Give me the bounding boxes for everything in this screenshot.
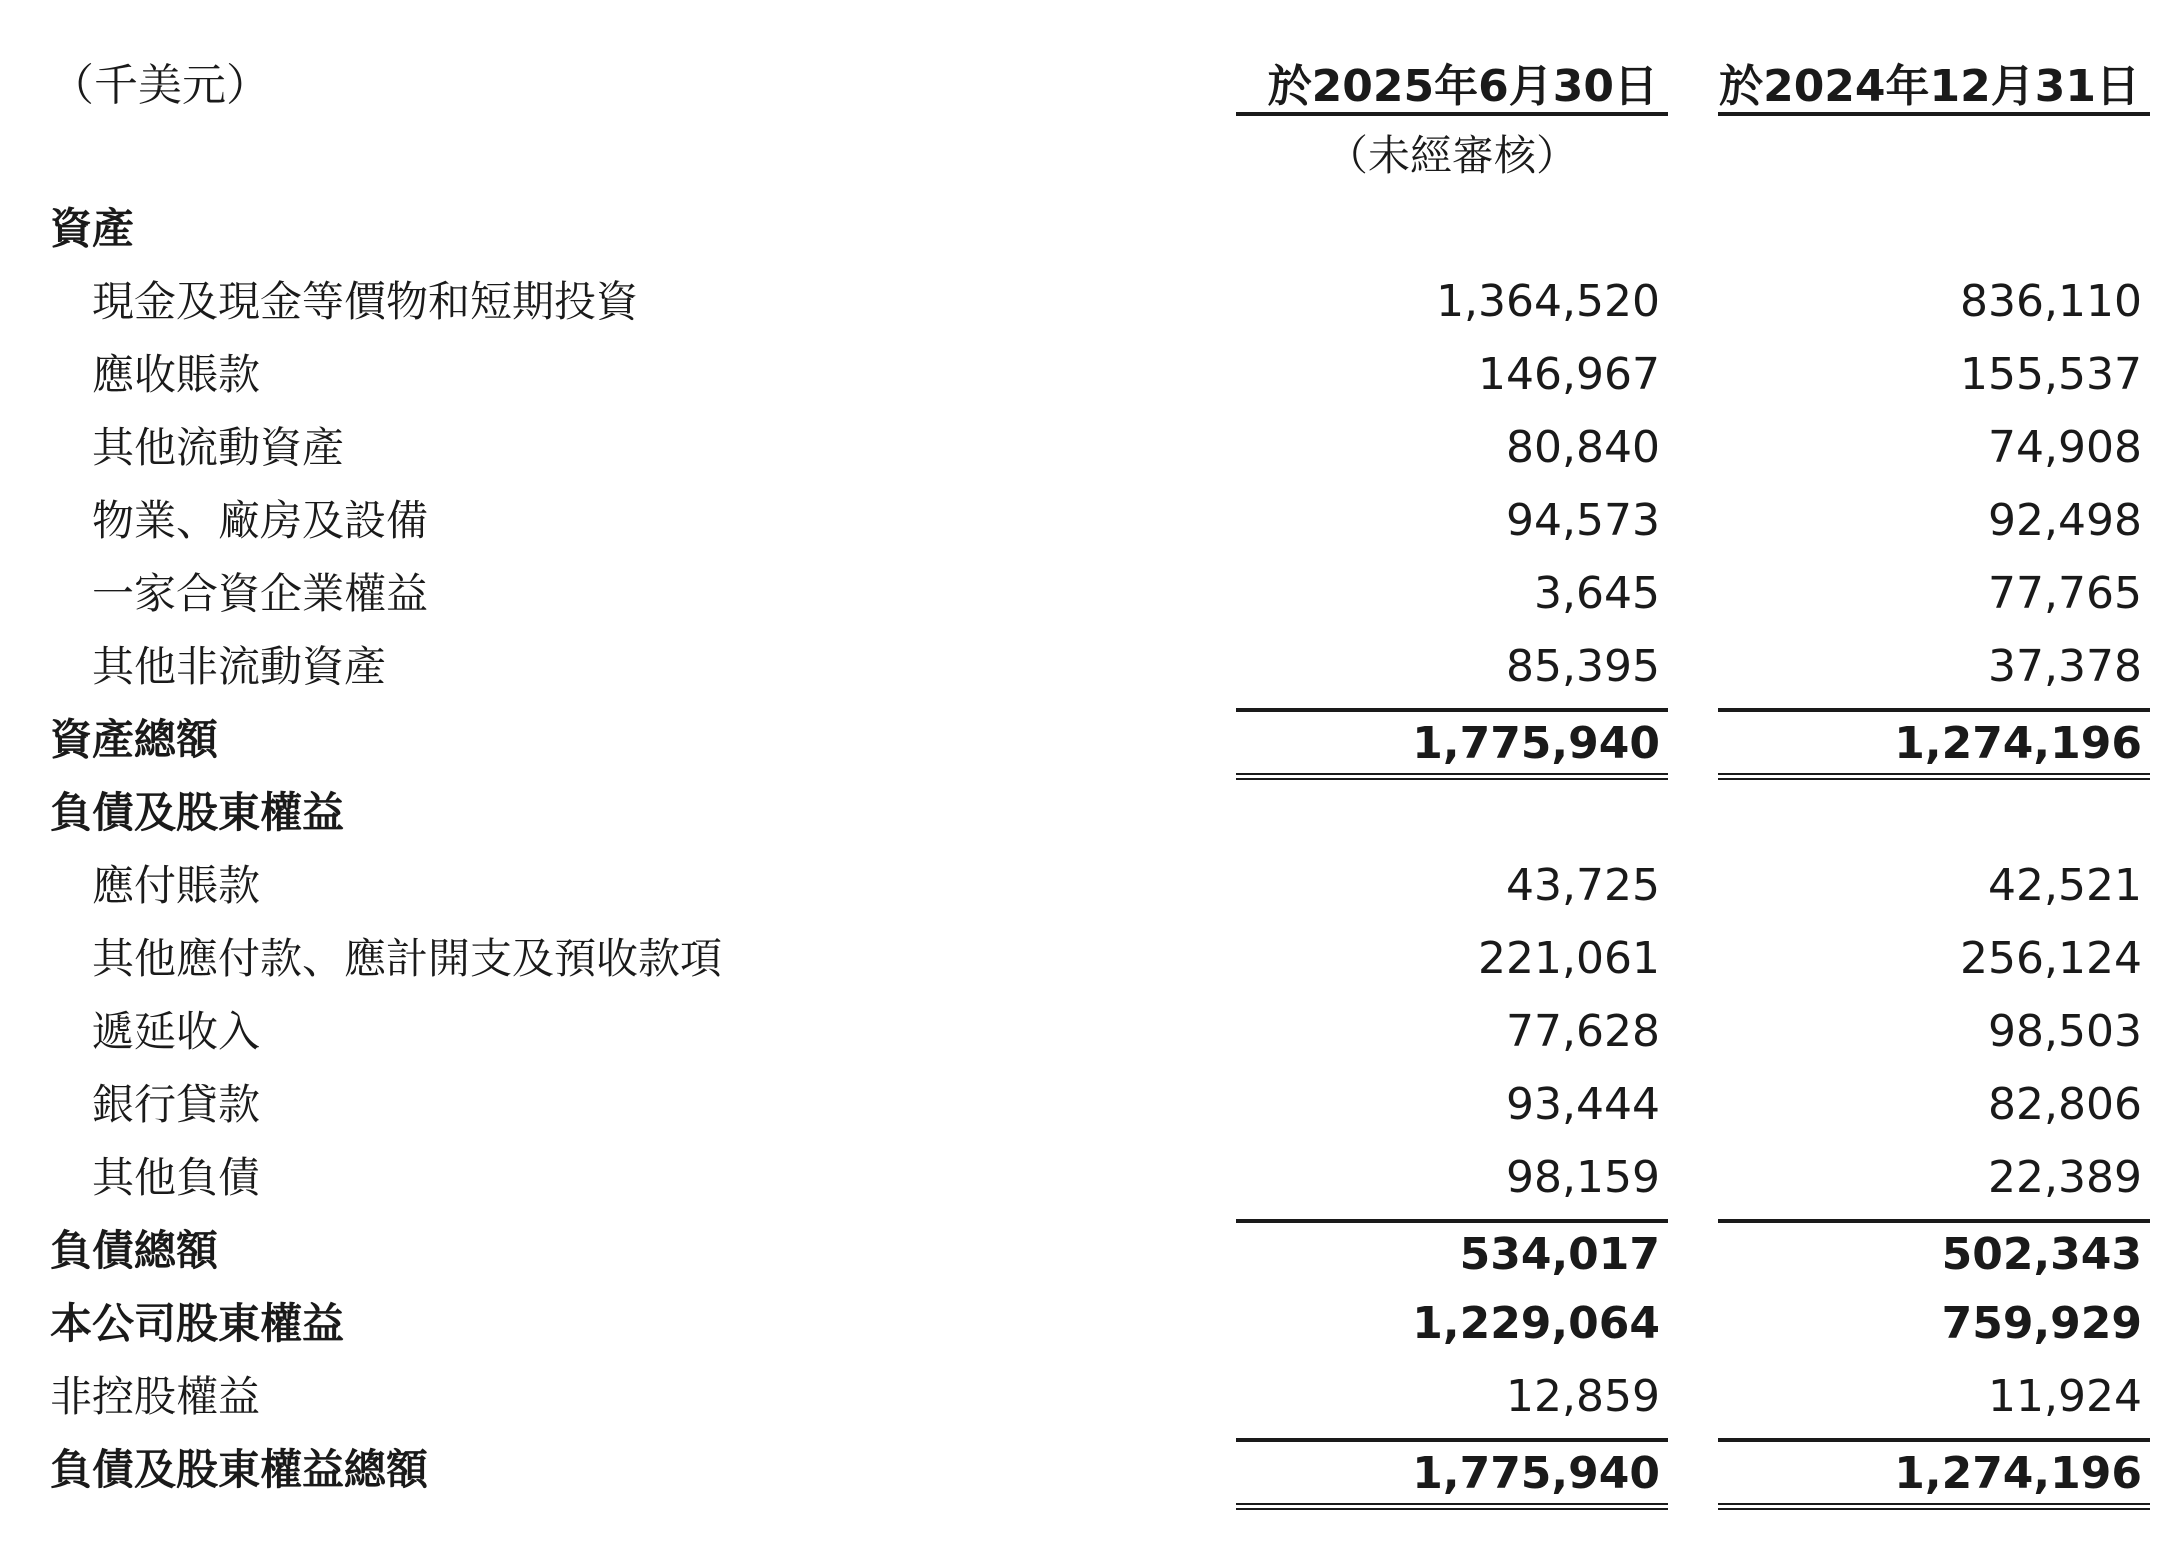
row-label: 銀行貸款 xyxy=(92,1080,261,1129)
section-header-row xyxy=(0,193,2179,266)
table-row xyxy=(0,485,2179,558)
value-2025: 98,159 xyxy=(1506,1152,1660,1203)
table-row xyxy=(0,1361,2179,1434)
table-row xyxy=(0,850,2179,923)
value-2025: 1,775,940 xyxy=(1236,708,1668,780)
value-2025: 77,628 xyxy=(1506,1006,1660,1057)
value-2024: 836,110 xyxy=(1960,276,2142,327)
table-row xyxy=(0,923,2179,996)
column-header-2024: 於2024年12月31日 xyxy=(1718,52,2150,116)
value-2025: 1,775,940 xyxy=(1236,1438,1668,1510)
value-2025: 85,395 xyxy=(1506,641,1660,692)
total-row xyxy=(0,704,2179,777)
unit-label: （千美元） xyxy=(50,60,270,111)
table-row xyxy=(0,266,2179,339)
row-label: 負債及股東權益 xyxy=(50,788,345,837)
table-row xyxy=(0,1142,2179,1215)
row-label: 其他流動資產 xyxy=(92,423,345,472)
value-2024: 256,124 xyxy=(1960,933,2142,984)
value-2024: 98,503 xyxy=(1988,1006,2142,1057)
row-label: 應付賬款 xyxy=(92,861,261,910)
value-2024: 11,924 xyxy=(1988,1371,2142,1422)
value-2025: 80,840 xyxy=(1506,422,1660,473)
total-row xyxy=(0,1215,2179,1288)
table-row xyxy=(0,558,2179,631)
value-2024: 155,537 xyxy=(1960,349,2142,400)
value-2025: 93,444 xyxy=(1506,1079,1660,1130)
row-label: 其他非流動資產 xyxy=(92,642,387,691)
total-row xyxy=(0,1434,2179,1507)
row-label: 資產 xyxy=(50,204,135,253)
table-row xyxy=(0,339,2179,412)
value-2025: 221,061 xyxy=(1478,933,1660,984)
row-label: 現金及現金等價物和短期投資 xyxy=(92,277,639,326)
value-2024: 42,521 xyxy=(1988,860,2142,911)
row-label: 非控股權益 xyxy=(50,1372,261,1421)
row-label: 負債及股東權益總額 xyxy=(50,1445,429,1494)
table-row xyxy=(0,631,2179,704)
row-label: 負債總額 xyxy=(50,1226,219,1275)
value-2025: 146,967 xyxy=(1478,349,1660,400)
row-label: 本公司股東權益 xyxy=(50,1299,345,1348)
value-2024: 74,908 xyxy=(1988,422,2142,473)
row-label: 遞延收入 xyxy=(92,1007,261,1056)
section-header-row xyxy=(0,777,2179,850)
table-row xyxy=(0,996,2179,1069)
value-2025: 1,364,520 xyxy=(1436,276,1660,327)
value-2024: 82,806 xyxy=(1988,1079,2142,1130)
row-label: 物業、廠房及設備 xyxy=(92,496,429,545)
value-2024: 22,389 xyxy=(1988,1152,2142,1203)
value-2024: 92,498 xyxy=(1988,495,2142,546)
unaudited-note: （未經審核） xyxy=(1325,131,1578,180)
column-header-2025: 於2025年6月30日 xyxy=(1236,52,1668,116)
row-label: 其他負債 xyxy=(92,1153,261,1202)
row-label: 應收賬款 xyxy=(92,350,261,399)
value-2024: 502,343 xyxy=(1718,1219,2150,1287)
value-2024: 1,274,196 xyxy=(1718,708,2150,780)
table-row xyxy=(0,1288,2179,1361)
value-2025: 1,229,064 xyxy=(1412,1298,1660,1349)
row-label: 資產總額 xyxy=(50,715,219,764)
row-label: 其他應付款、應計開支及預收款項 xyxy=(92,934,723,983)
value-2024: 77,765 xyxy=(1988,568,2142,619)
row-label: 一家合資企業權益 xyxy=(92,569,429,618)
value-2025: 94,573 xyxy=(1506,495,1660,546)
table-row xyxy=(0,412,2179,485)
value-2024: 759,929 xyxy=(1941,1298,2142,1349)
table-row xyxy=(0,1069,2179,1142)
value-2025: 43,725 xyxy=(1506,860,1660,911)
value-2025: 534,017 xyxy=(1236,1219,1668,1287)
value-2025: 3,645 xyxy=(1534,568,1660,619)
value-2024: 37,378 xyxy=(1988,641,2142,692)
value-2025: 12,859 xyxy=(1506,1371,1660,1422)
value-2024: 1,274,196 xyxy=(1718,1438,2150,1510)
